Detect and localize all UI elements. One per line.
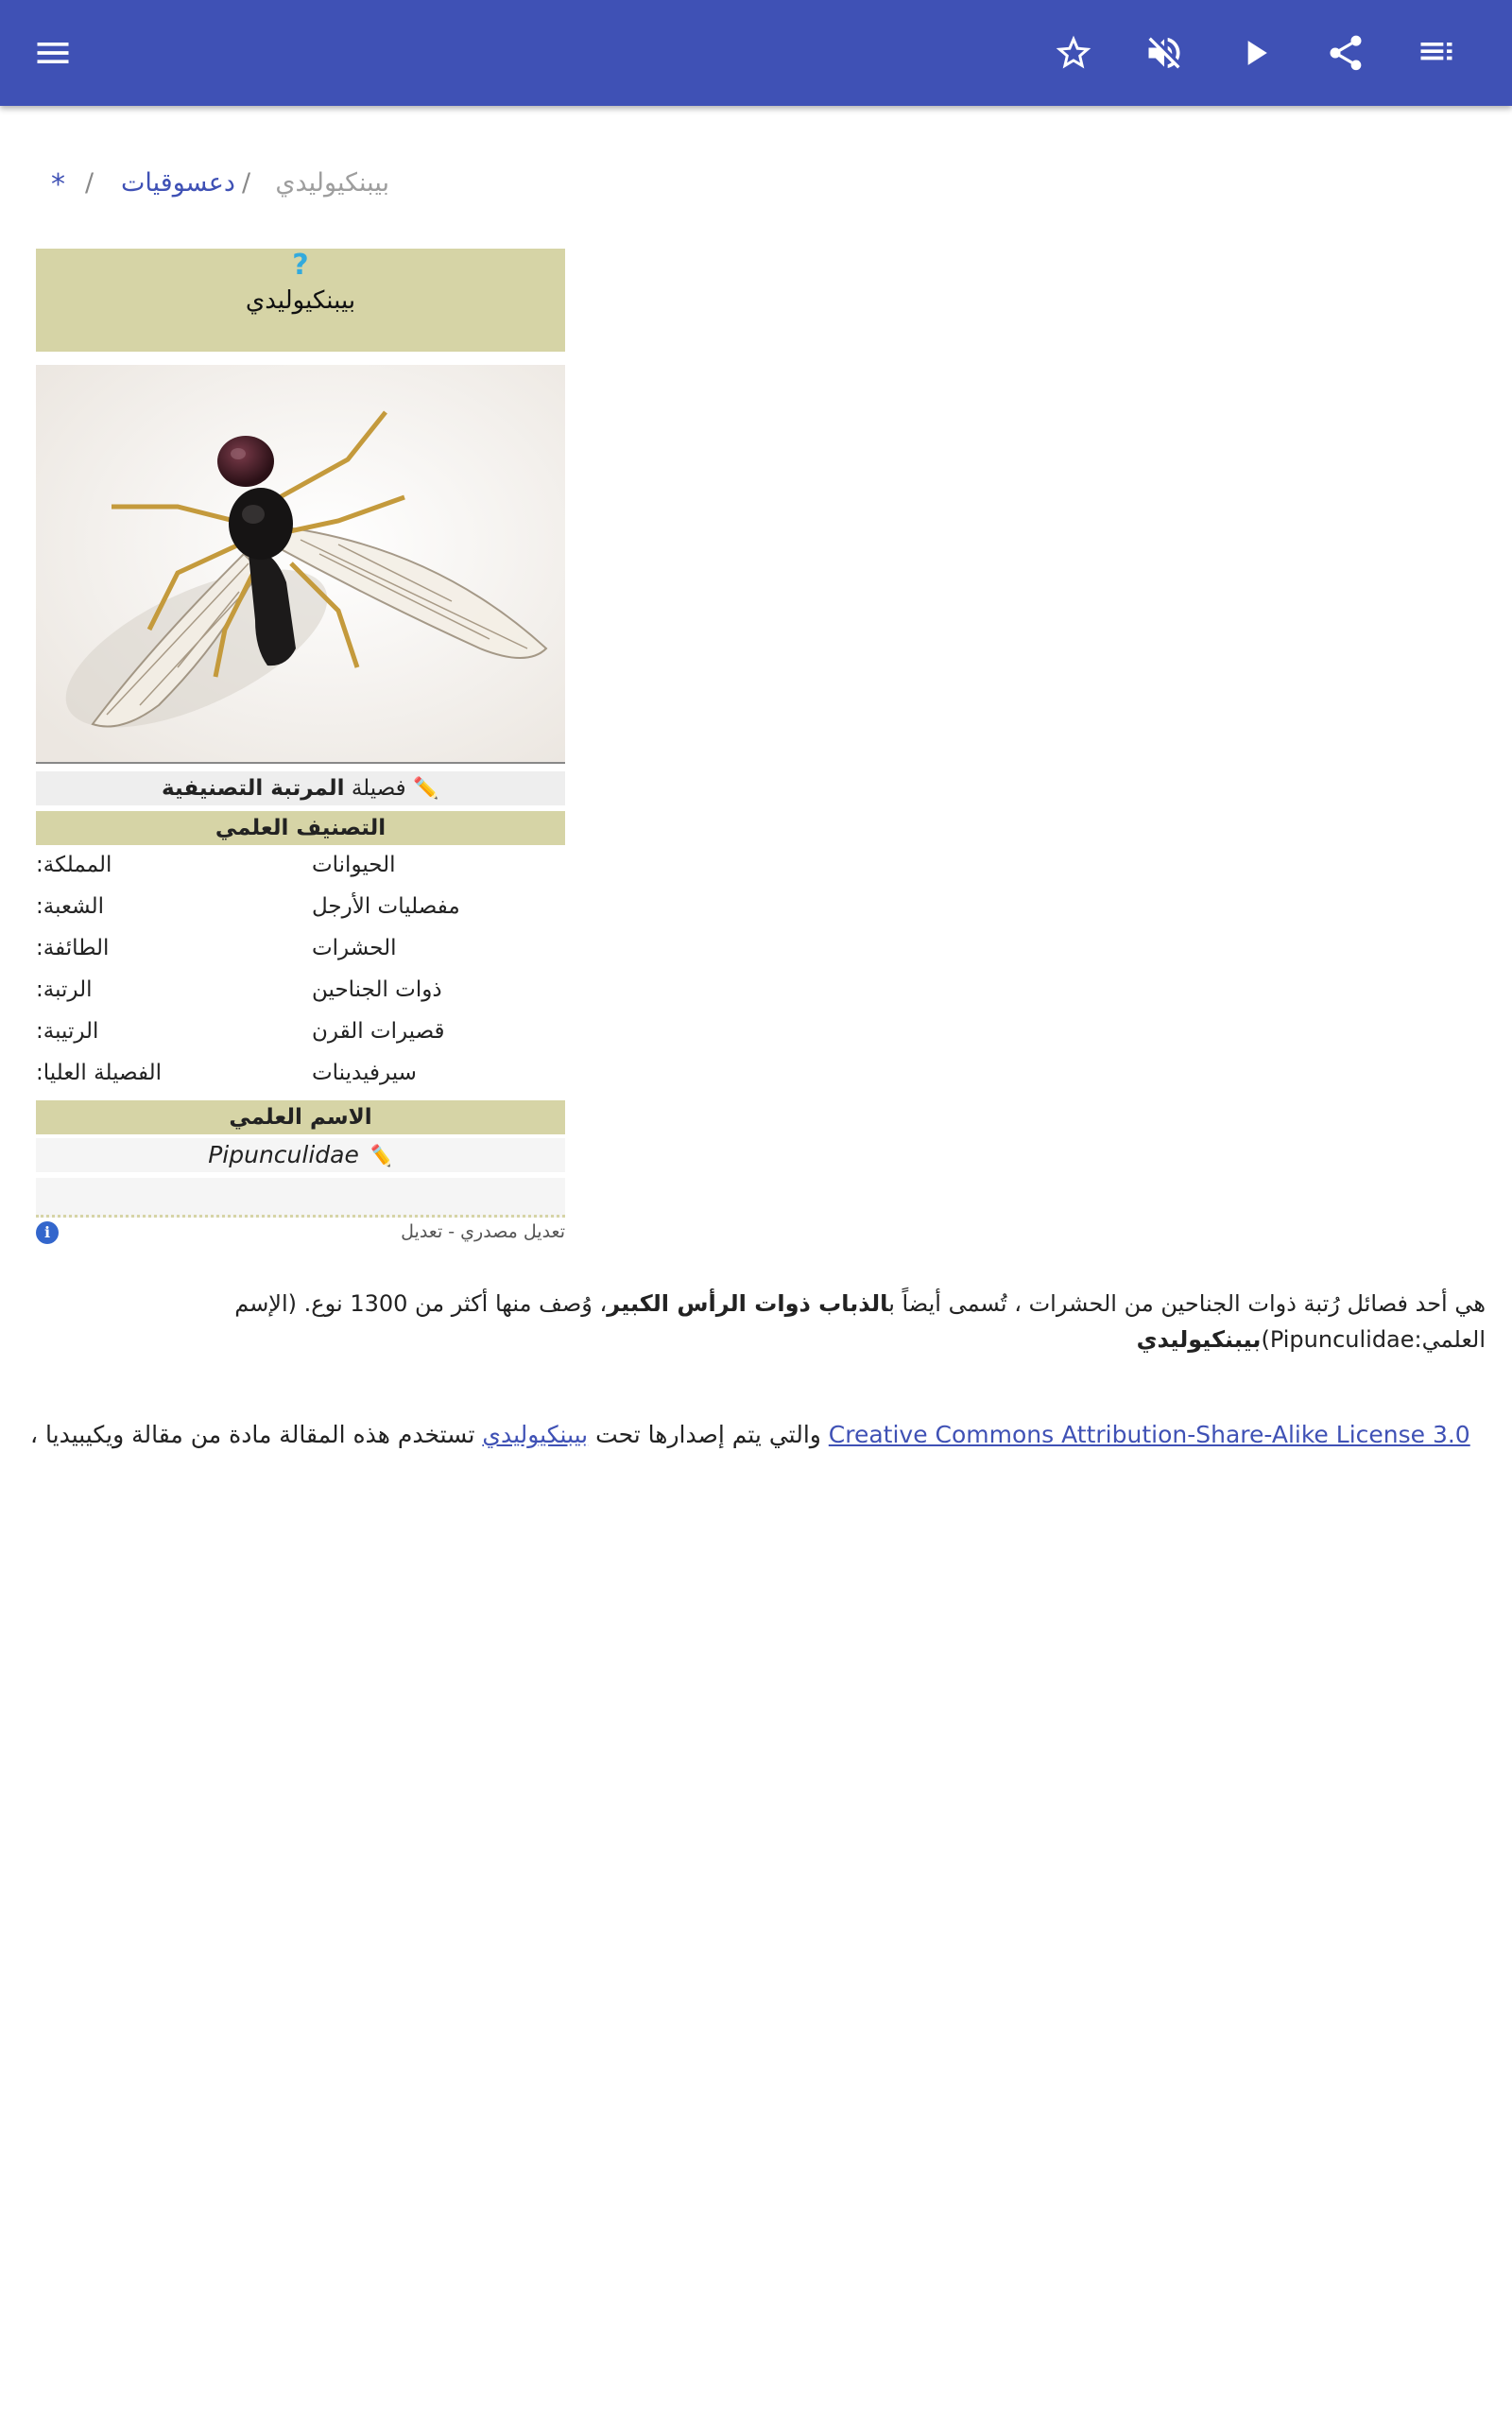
app-bar <box>0 0 1512 106</box>
license-line <box>30 1421 1470 1448</box>
classification-table <box>36 845 565 1095</box>
article-link[interactable]: بيبنكيوليدي <box>482 1421 589 1448</box>
paragraph-text: هي أحد فصائل رُتبة ذوات الجناحين من الحشرات ، تُسمى أيضاً ب <box>888 1290 1486 1317</box>
row-label: :الشعبة <box>36 894 105 919</box>
row-label: :الفصيلة العليا <box>36 1061 162 1085</box>
classification-row <box>36 1011 565 1053</box>
row-value: الحيوانات <box>312 853 396 877</box>
row-value: قصيرات القرن <box>312 1019 445 1044</box>
license-link[interactable]: Creative Commons Attribution-Share-Alike License 3.0 <box>828 1421 1470 1448</box>
classification-row <box>36 887 565 928</box>
article-paragraph <box>30 1286 1486 1357</box>
license-prefix: تستخدم هذه المقالة مادة من مقالة ويكيبيديا <box>45 1421 475 1448</box>
fly-illustration <box>36 365 565 762</box>
breadcrumb <box>0 168 1512 210</box>
breadcrumb-parent-link[interactable]: دعسوقيات <box>121 168 235 198</box>
play-icon[interactable] <box>1228 26 1281 79</box>
taxon-rank <box>36 771 565 805</box>
taxobox-empty-row <box>36 1178 565 1218</box>
classification-row <box>36 970 565 1011</box>
breadcrumb-root-link[interactable]: * <box>51 168 65 201</box>
paragraph-text: ، وُصف منها أكثر من 1300 نوع. ( <box>287 1290 608 1317</box>
info-icon[interactable]: i <box>36 1221 59 1244</box>
taxobox-footer <box>36 1218 565 1248</box>
row-label: :الرتيبة <box>36 1019 99 1044</box>
paragraph-text: ) <box>1261 1326 1270 1353</box>
volume-off-icon[interactable] <box>1138 26 1191 79</box>
taxobox <box>36 249 565 1248</box>
pencil-icon[interactable]: ✏️ <box>413 777 439 801</box>
help-mark[interactable]: ? <box>292 249 309 282</box>
row-value: الحشرات <box>312 936 397 960</box>
paragraph-bold-name: بيبنكيوليدي <box>1136 1326 1262 1353</box>
rank-label: المرتبة التصنيفية <box>162 776 345 801</box>
classification-row <box>36 845 565 887</box>
edit-links[interactable]: تعديل مصدري - تعديل <box>401 1221 565 1242</box>
paragraph-bold-term: الذباب ذوات الرأس الكبير <box>607 1290 889 1317</box>
license-suffix: ، والتي يتم إصدارها تحت <box>30 1421 821 1448</box>
scientific-name-header: الاسم العلمي <box>36 1100 565 1134</box>
fly-photo[interactable] <box>36 365 565 764</box>
scientific-name-text: Pipunculidae <box>208 1141 359 1168</box>
breadcrumb-separator: / <box>242 168 251 198</box>
pencil-icon[interactable]: ✏️ <box>367 1145 393 1168</box>
classification-row <box>36 1053 565 1095</box>
taxobox-title-bar <box>36 249 565 352</box>
paragraph-scientific: الإسم العلمي:Pipunculidae <box>234 1290 1486 1353</box>
rank-prefix: فصيلة <box>351 776 406 801</box>
breadcrumb-current: بيبنكيوليدي <box>275 168 389 198</box>
menu-icon[interactable] <box>26 26 79 79</box>
classification-row <box>36 928 565 970</box>
taxobox-title: بيبنكيوليدي <box>245 286 356 315</box>
row-label: :الطائفة <box>36 936 110 960</box>
classification-header: التصنيف العلمي <box>36 811 565 845</box>
row-value: ذوات الجناحين <box>312 977 442 1002</box>
row-value: مفصليات الأرجل <box>312 894 460 919</box>
playlist-icon[interactable] <box>1410 26 1463 79</box>
scientific-name <box>36 1138 565 1172</box>
row-label: :المملكة <box>36 853 112 877</box>
row-value: سيرفيدينات <box>312 1061 417 1085</box>
breadcrumb-separator: / <box>85 168 94 198</box>
row-label: :الرتبة <box>36 977 93 1002</box>
share-icon[interactable] <box>1319 26 1372 79</box>
star-icon[interactable] <box>1047 26 1100 79</box>
